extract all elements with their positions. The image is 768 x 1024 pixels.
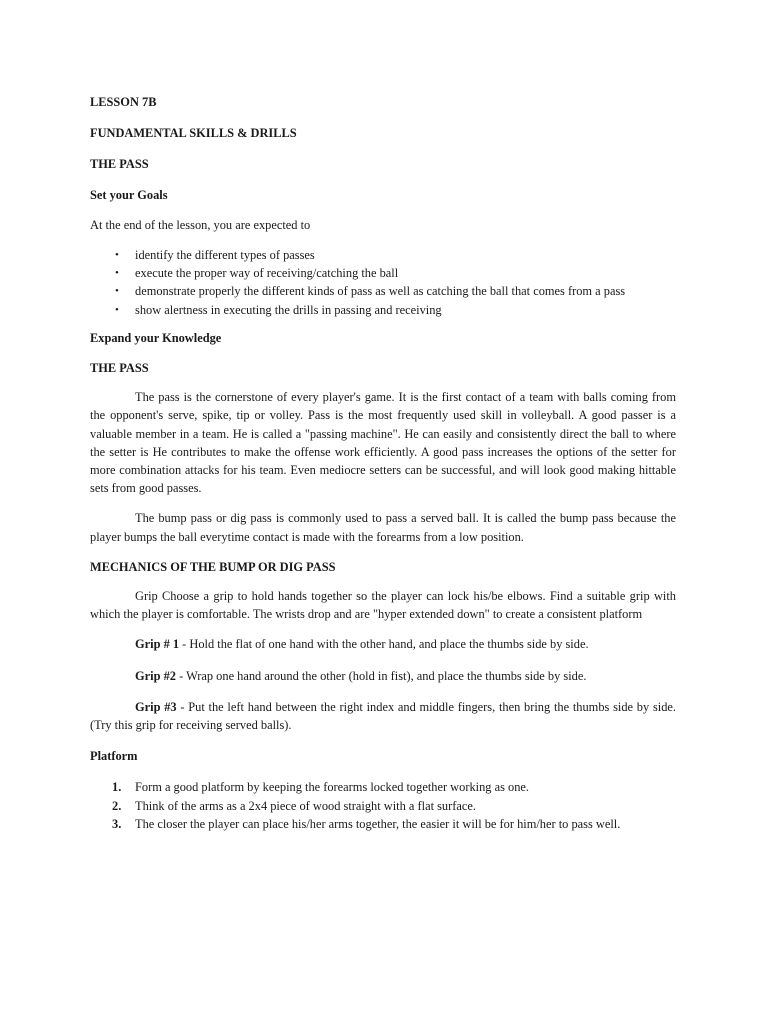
bullet-icon: • [115, 303, 119, 316]
topic-title: THE PASS [90, 157, 149, 172]
goals-intro: At the end of the lesson, you are expected to [90, 217, 311, 232]
paragraph-grip: Grip Choose a grip to hold hands together so the player can lock his/be elbows. Find a suitable grip with which the player is comfortable. The wrists drop and are "hyper extended down" to create a consistent platform [90, 589, 676, 622]
grip-label: Grip # 1 [135, 637, 180, 652]
grip-1: Grip # 1 - Hold the flat of one hand with the other hand, and place the thumbs side by side. [135, 637, 589, 652]
pass-heading: THE PASS [90, 361, 149, 376]
grip-label: Grip #3 [135, 699, 177, 714]
lesson-label: LESSON 7B [90, 95, 157, 109]
paragraph-pass-intro: The pass is the cornerstone of every player's game. It is the first contact of a team with balls coming from the opponent's serve, spike, tip or volley. Pass is the most frequently used skill in volleyball. A good passer is a valuable member in a team. He is called a "passing machine". He can easily and consistently direct the ball to where the setter is He contributes to make the offense work efficiently. A good pass increases the options of the setter for more combination attacks for his team. Even mediocre setters can be successful, and will look good making hittable sets from good passes. [90, 390, 676, 496]
mechanics-heading: MECHANICS OF THE BUMP OR DIG PASS [90, 559, 336, 574]
section-title: FUNDAMENTAL SKILLS & DRILLS [90, 126, 297, 141]
goals-list [90, 246, 676, 319]
list-item: • execute the proper way of receiving/catching the ball [90, 264, 676, 282]
list-item: • show alertness in executing the drills in passing and receiving [90, 301, 676, 319]
step-number: 3. [112, 816, 122, 831]
list-item: • identify the different types of passes [90, 246, 676, 264]
step-number: 1. [112, 780, 122, 795]
platform-heading: Platform [90, 749, 138, 764]
list-item: 2. Think of the arms as a 2x4 piece of wood straight with a flat surface. [90, 797, 676, 815]
bullet-icon: • [115, 267, 119, 280]
expand-heading: Expand your Knowledge [90, 330, 222, 345]
list-item: 1. Form a good platform by keeping the forearms locked together working as one. [90, 778, 676, 796]
grip-label: Grip #2 [135, 668, 176, 683]
goals-heading: Set your Goals [90, 187, 168, 202]
platform-steps [90, 778, 676, 833]
bullet-icon: • [115, 285, 119, 298]
list-item: 3. The closer the player can place his/her arms together, the easier it will be for him/her to pass well. [90, 815, 676, 833]
grip-3: Grip #3 - Put the left hand between the right index and middle fingers, then bring the thumbs side by side. (Try this grip for receiving served balls). [90, 699, 676, 733]
grip-2: Grip #2 - Wrap one hand around the other (hold in fist), and place the thumbs side by side. [135, 668, 587, 683]
step-number: 2. [112, 798, 122, 813]
paragraph-bump-pass: The bump pass or dig pass is commonly used to pass a served ball. It is called the bump pass because the player bumps the ball everytime contact is made with the forearms from a low position. [90, 511, 676, 544]
bullet-icon: • [115, 249, 119, 262]
document-page [90, 93, 676, 833]
list-item: • demonstrate properly the different kinds of pass as well as catching the ball that comes from a pass [90, 282, 676, 300]
